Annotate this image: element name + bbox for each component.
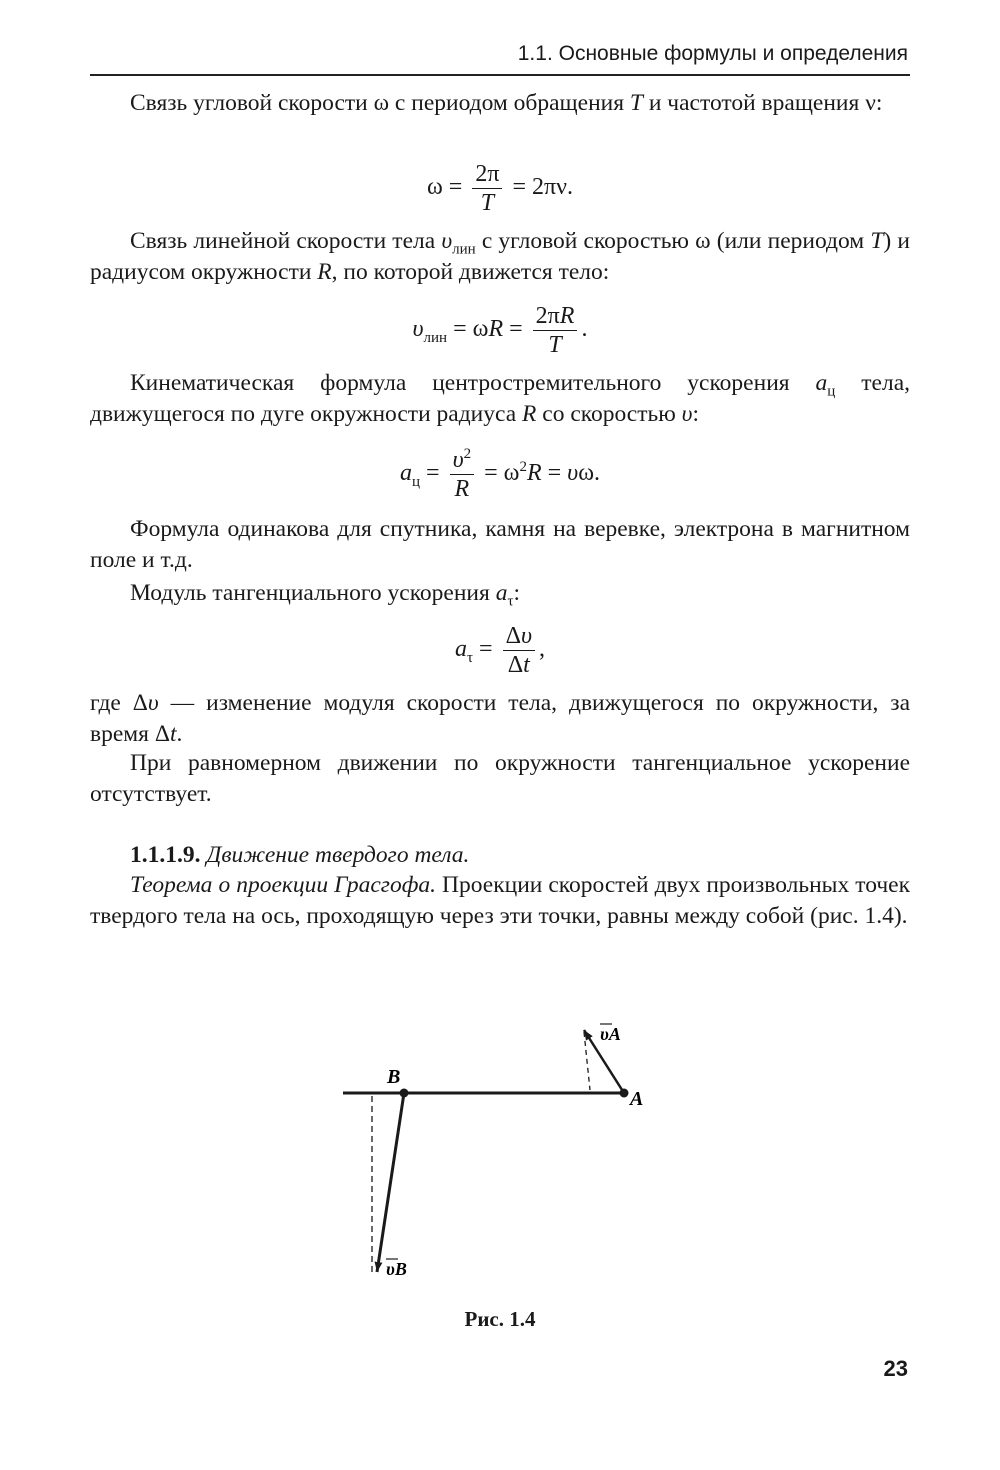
section-title: Движение твердого тела. <box>206 842 470 868</box>
paragraph-linear-velocity: Связь линейной скорости тела $\upsilon_{лин}$ с угловой скоростью ω (или периодом T) и радиусом окружности R, по которой движется тело: <box>90 228 910 285</box>
section-number: 1.1.1.9. <box>130 842 201 868</box>
page-number: 23 <box>883 1356 908 1381</box>
paragraph-uniform-motion: При равномерном движении по окружности тангенциальное ускорение отсутствует. <box>90 750 910 807</box>
label-velocity-a: υA <box>600 1024 621 1044</box>
formula-centripetal: $a_ц$ = $\frac{\upsilon^2}{R}$ = $\omega^2R = \upsilon\omega$. <box>400 446 600 502</box>
paragraph-grashof-theorem <box>90 870 910 932</box>
paragraph-satellite: Формула одинакова для спутника, камня на веревке, электрона в магнитном поле и т.д. <box>90 516 910 573</box>
label-point-a: A <box>630 1088 644 1110</box>
paragraph-delta-v: где Δυ — изменение модуля скорости тела, движущегося по окружности, за время Δt. <box>90 690 910 747</box>
header-rule <box>90 74 910 76</box>
figure-caption: Рис. 1.4 <box>464 1307 536 1331</box>
label-point-b: B <box>387 1066 401 1088</box>
paragraph-centripetal: Кинематическая формула центростремительного ускорения $a_ц$ тела, движущегося по дуге окружности радиуса R со скоростью υ: <box>90 370 910 427</box>
point-b-dot <box>400 1089 409 1098</box>
theorem-text: Проекции скоростей двух произвольных точек твердого тела на ось, проходящую через эти точки, равны между собой (рис. 1.4). <box>90 872 910 929</box>
formula-angular-velocity: ω = $\frac{2\pi}{T}$ = 2πν. <box>427 161 573 216</box>
running-head: 1.1. Основные формулы и определения <box>517 42 908 65</box>
paragraph-angular-velocity: Связь угловой скорости ω с периодом обращения T и частотой вращения ν: <box>130 90 883 116</box>
section-heading <box>90 840 910 871</box>
figure-1-4 <box>0 1010 1000 1350</box>
formula-tangential: $a_\tau$ = $\frac{\Delta\upsilon}{\Delta t}$ , <box>454 623 546 678</box>
formula-linear-velocity: $\upsilon_{лин} = \omega R$ = $\frac{2\pi R}{T}$ . <box>412 303 588 358</box>
velocity-b-arrow <box>377 1093 404 1272</box>
velocity-a-projection <box>584 1032 590 1090</box>
point-a-dot <box>620 1089 629 1098</box>
label-velocity-b: υB <box>386 1259 407 1279</box>
theorem-name: Теорема о проекции Грасгофа. <box>130 872 437 898</box>
paragraph-tangential: Модуль тангенциального ускорения $a_\tau$: <box>130 580 520 610</box>
